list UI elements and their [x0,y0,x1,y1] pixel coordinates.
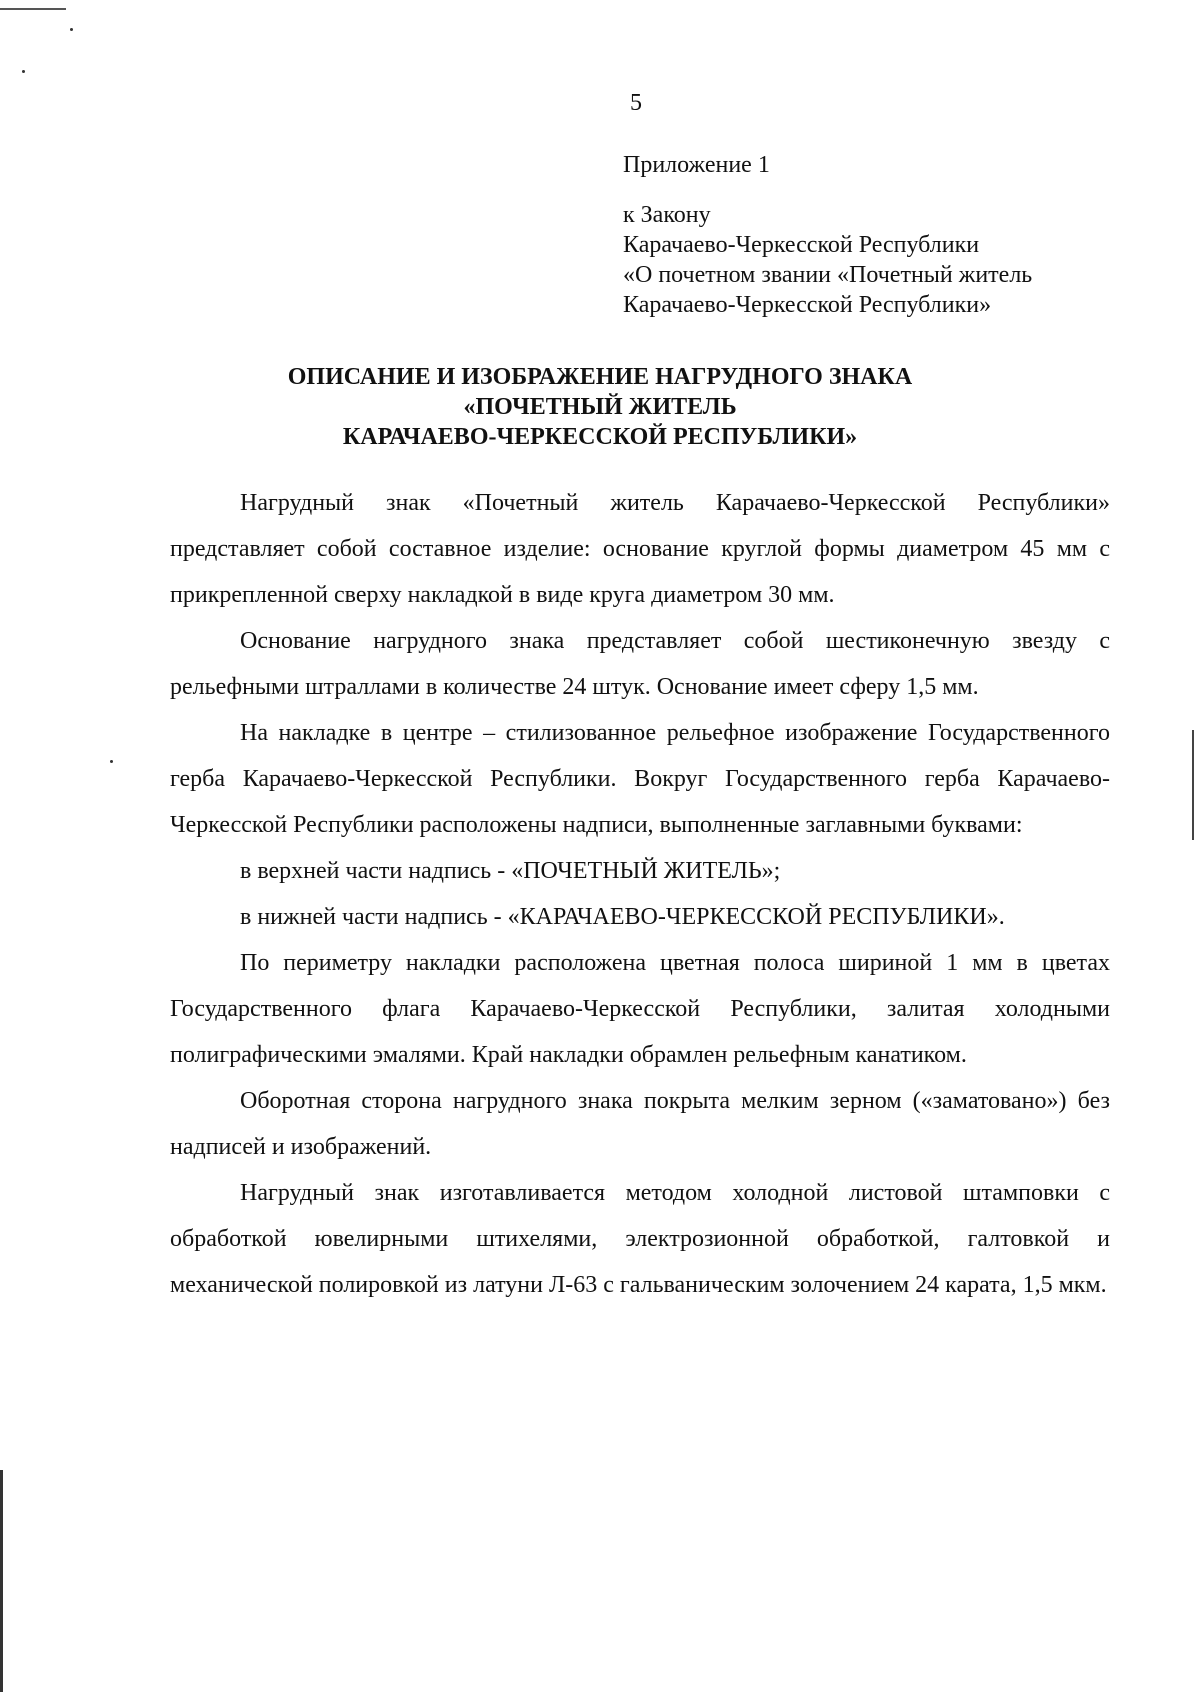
heading-line: ОПИСАНИЕ И ИЗОБРАЖЕНИЕ НАГРУДНОГО ЗНАКА [287,364,913,390]
appendix-line: Карачаево-Черкесской Республики [623,232,980,258]
paragraph: На накладке в центре – стилизованное рельефное изображение Государственного герба Карачаево-Черкесской Республики. Вокруг Государственного герба Карачаево-Черкесской Республики расположены надписи, выполненные заглавными буквами: [170,720,1110,838]
page-number: 5 [630,90,642,116]
scan-artifact-dot [70,28,73,31]
appendix-title: Приложение 1 [623,152,770,178]
paragraph: По периметру накладки расположена цветная полоса шириной 1 мм в цветах Государственного флага Карачаево-Черкесской Республики, залитая холодными полиграфическими эмалями. Край накладки обрамлен рельефным канатиком. [170,950,1110,1068]
paragraph: Нагрудный знак «Почетный житель Карачаево-Черкесской Республики» представляет собой составное изделие: основание круглой формы диаметром 45 мм с прикрепленной сверху накладкой в виде круга диаметром 30 мм. [170,490,1110,608]
scan-artifact-line [0,8,66,10]
paragraph: Основание нагрудного знака представляет собой шестиконечную звезду с рельефными штраллами в количестве 24 штук. Основание имеет сферу 1,5 мм. [170,628,1110,700]
appendix-line: Карачаево-Черкесской Республики» [623,292,992,318]
appendix-block [623,150,1032,320]
heading-line: КАРАЧАЕВО-ЧЕРКЕССКОЙ РЕСПУБЛИКИ» [342,424,858,450]
appendix-line: к Закону [623,202,711,228]
document-body [170,480,1110,1308]
scan-artifact-dot [110,760,113,763]
paragraph: в верхней части надпись - «ПОЧЕТНЫЙ ЖИТЕЛЬ»; [240,858,781,884]
appendix-line: «О почетном звании «Почетный житель [623,262,1033,288]
paragraph: Нагрудный знак изготавливается методом холодной листовой штамповки с обработкой ювелирными штихелями, электрозионной обработкой, галтовкой и механической полировкой из латуни Л-63 с гальваническим золочением 24 карата, 1,5 мкм. [170,1180,1110,1298]
paragraph: Оборотная сторона нагрудного знака покрыта мелким зерном («заматовано») без надписей и изображений. [170,1088,1110,1160]
paragraph: в нижней части надпись - «КАРАЧАЕВО-ЧЕРКЕССКОЙ РЕСПУБЛИКИ». [240,904,1005,930]
scan-artifact-edge [0,1470,3,1692]
scan-artifact-edge [1192,730,1194,840]
scan-artifact-dot [22,70,25,73]
heading-line: «ПОЧЕТНЫЙ ЖИТЕЛЬ [463,394,737,420]
document-heading [160,362,1040,452]
